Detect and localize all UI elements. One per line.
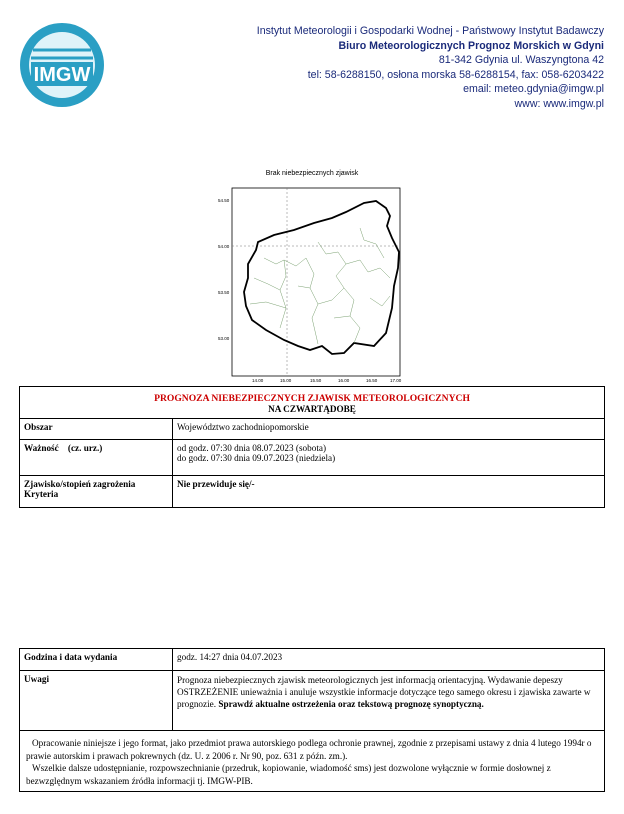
lat-label: 53.00: [218, 336, 230, 341]
lon-label: 16.00: [338, 378, 350, 383]
phenomenon-label-1: Zjawisko/stopień zagrożenia: [24, 479, 136, 489]
validity-from: od godz. 07:30 dnia 08.07.2023 (sobota): [177, 443, 327, 453]
office-name: Biuro Meteorologicznych Prognoz Morskich w Gdyni: [338, 39, 604, 52]
issue-date-value: godz. 14:27 dnia 04.07.2023: [173, 649, 605, 671]
map-title: Brak niebezpiecznych zjawisk: [265, 170, 359, 177]
lon-label: 17.00: [390, 378, 402, 383]
logo-text: IMGW: [33, 64, 91, 86]
copyright-notice: [20, 731, 605, 792]
warning-map: [214, 168, 410, 384]
notes-bold: Sprawdź aktualne ostrzeżenia oraz tekstową prognozę synoptyczną.: [218, 699, 484, 709]
institute-name: Instytut Meteorologii i Gospodarki Wodnej - Państwowy Instytut Badawczy: [256, 25, 604, 37]
lon-label: 14.00: [252, 378, 264, 383]
lat-label: 53.50: [218, 290, 230, 295]
issue-date-label: Godzina i data wydania: [20, 649, 173, 671]
phenomenon-label-2: Kryteria: [24, 489, 59, 499]
validity-to: do godz. 07:30 dnia 09.07.2023 (niedziela): [177, 453, 336, 463]
notes-value: [173, 671, 605, 731]
forecast-subtitle: NA CZWARTĄDOBĘ: [268, 404, 356, 414]
validity-value: [173, 440, 605, 476]
forecast-heading: [20, 387, 605, 419]
lon-label: 15.00: [280, 378, 292, 383]
forecast-title: PROGNOZA NIEBEZPIECZNYCH ZJAWISK METEOROLOGICZNYCH: [154, 393, 470, 404]
issue-table: [19, 648, 605, 792]
institution-header: [257, 24, 604, 111]
lat-label: 54.50: [218, 198, 230, 203]
phenomenon-value: Nie przewiduje się/-: [173, 476, 605, 508]
website: www: www.imgw.pl: [514, 97, 604, 110]
copyright-text-2: Wszelkie dalsze udostępnianie, rozpowszechnianie (przedruk, kopiowanie, wiadomość sms) jest dozwolone wyłącznie w formie dosłownej z bezwzględnym wskazaniem źródła informacji tj. IMGW-PIB.: [26, 763, 551, 786]
notes-label: Uwagi: [20, 671, 173, 731]
area-label: Obszar: [20, 419, 173, 440]
validity-label: Ważność (cz. urz.): [20, 440, 173, 476]
email: email: meteo.gdynia@imgw.pl: [463, 83, 604, 95]
forecast-table: [19, 386, 605, 508]
phone: tel: 58-6288150, osłona morska 58-6288154, fax: 058-6203422: [307, 68, 604, 81]
phenomenon-label: [20, 476, 173, 508]
imgw-logo: [19, 22, 105, 108]
lat-label: 54.00: [218, 244, 230, 249]
lon-label: 16.50: [366, 378, 378, 383]
address: 81-342 Gdynia ul. Waszyngtona 42: [438, 54, 604, 66]
notes-text: Prognoza niebezpiecznych zjawisk meteorologicznych jest informacją orientacyjną. Wydawanie depeszy OSTRZEŻENIE unieważnia i anuluje wszystkie informacje dotyczące tego samego okresu i zjawiska zawarte w prognozie.: [177, 675, 591, 709]
copyright-text-1: Opracowanie niniejsze i jego format, jako przedmiot prawa autorskiego podlega ochronie prawnej, zgodnie z przepisami ustawy z dnia 4 lutego 1994r o prawie autorskim i prawach pokrewnych (dz. U. z 2006 r. Nr 90, poz. 631 z późn. zm.).: [26, 738, 592, 761]
lon-label: 15.50: [310, 378, 322, 383]
area-value: Województwo zachodniopomorskie: [173, 419, 605, 440]
